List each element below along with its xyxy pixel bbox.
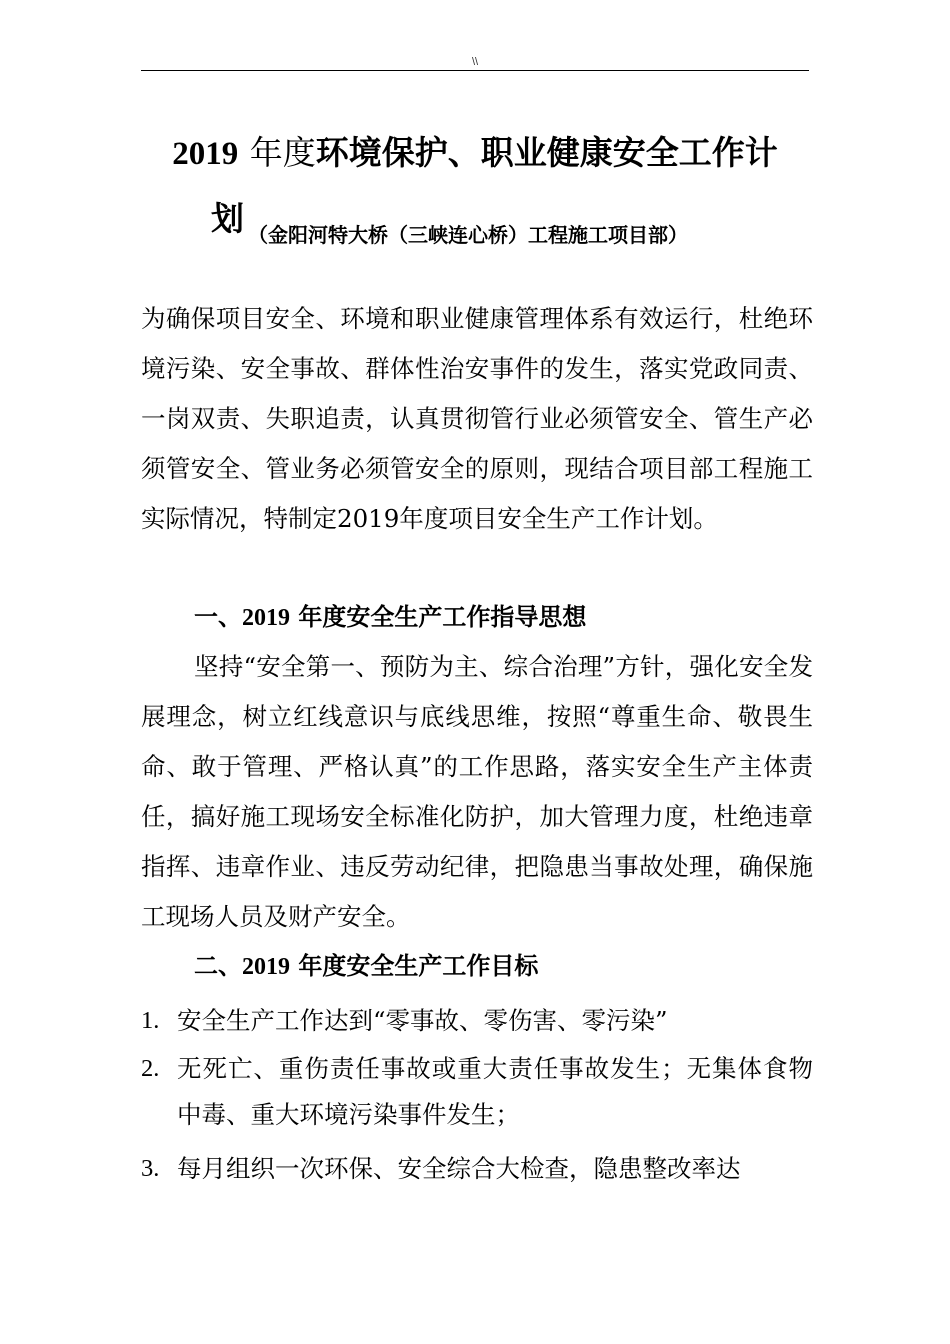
- section-1-title: 年度安全生产工作指导思想: [298, 603, 587, 631]
- goal-item-1-num: 1.: [141, 1007, 160, 1034]
- goal-item-2-text: 无死亡、重伤责任事故或重大责任事故发生；无集体食物中毒、重大环境污染事件发生；: [177, 1054, 813, 1129]
- document-title: [0, 130, 950, 177]
- goal-item-3-num: 3.: [141, 1155, 160, 1182]
- goal-item-1-text: 安全生产工作达到“零事故、零伤害、零污染”: [177, 1006, 668, 1035]
- section-1-year: 2019: [242, 605, 290, 631]
- section-1-body: 坚持“安全第一、预防为主、综合治理”方针，强化安全发展理念，树立红线意识与底线思维，按照“尊重生命、敬畏生命、敢于管理、严格认真”的工作思路，落实安全生产主体责任，搞好施工现场安全标准化防护，加大管理力度，杜绝违章指挥、违章作业、违反劳动纪律，把隐患当事故处理，确保施工现场人员及财产安全。: [141, 652, 813, 931]
- header-mark: \\: [471, 56, 479, 68]
- title-year-word: 年度: [249, 133, 316, 172]
- goal-item-2: [141, 1046, 813, 1138]
- goal-item-2-num: 2.: [141, 1055, 160, 1082]
- goal-item-1: [141, 998, 813, 1044]
- section-1-heading: [194, 592, 586, 643]
- title-main-cont: 划: [211, 199, 244, 238]
- section-2-year: 2019: [242, 954, 290, 980]
- section-1-prefix: 一、: [194, 603, 242, 631]
- header-rule: [141, 70, 809, 71]
- goal-item-3: [141, 1146, 813, 1192]
- section-2-prefix: 二、: [194, 952, 242, 980]
- section-2-title: 年度安全生产工作目标: [298, 952, 539, 980]
- title-year: 2019: [172, 136, 239, 172]
- document-title-continued: [211, 196, 688, 246]
- title-main: 环境保护、职业健康安全工作计: [315, 133, 778, 172]
- intro-paragraph: 为确保项目安全、环境和职业健康管理体系有效运行，杜绝环境污染、安全事故、群体性治安事件的发生，落实党政同责、一岗双责、失职追责，认真贯彻管行业必须管安全、管生产必须管安全、管业务必须管安全的原则，现结合项目部工程施工实际情况，特制定2019年度项目安全生产工作计划。: [141, 304, 813, 533]
- document-subtitle: （金阳河特大桥（三峡连心桥）工程施工项目部）: [248, 223, 688, 247]
- section-2-heading: [194, 941, 538, 992]
- goal-item-3-text: 每月组织一次环保、安全综合大检查，隐患整改率达: [177, 1154, 741, 1183]
